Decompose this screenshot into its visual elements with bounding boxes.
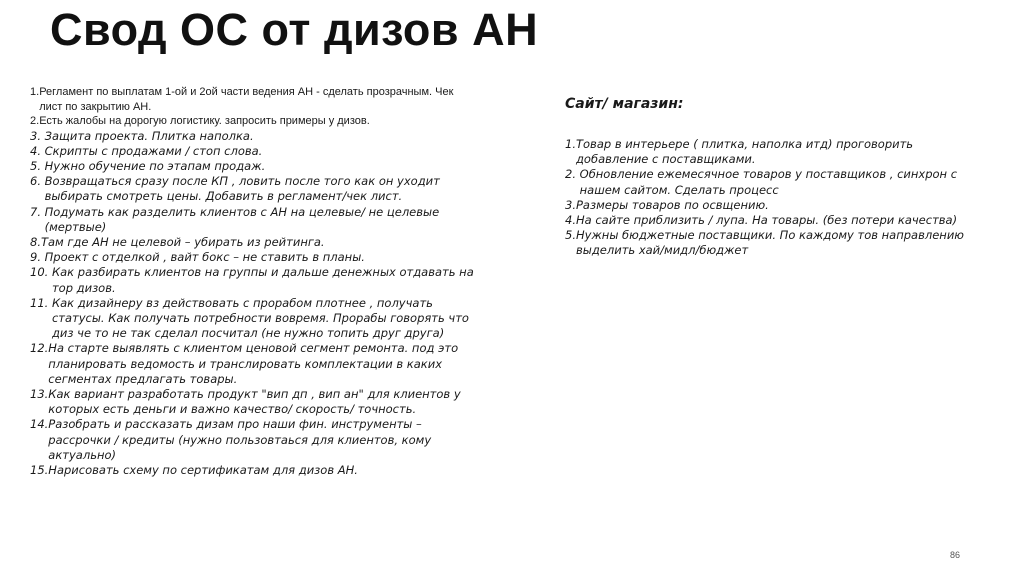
item-text: Есть жалобы на дорогую логистику. запросить примеры у дизов. [39,115,370,127]
item-number: 14. [30,417,49,432]
item-text: Товар в интерьере ( плитка, наполка итд) проговорить добавление с поставщиками. [575,137,914,167]
list-item [565,167,975,197]
item-number: 10. [30,265,52,280]
list-item [30,265,475,295]
item-number: 2. [565,167,580,182]
list-item [30,417,475,463]
item-text: Как дизайнеру вз действовать с прорабом плотнее , получать статусы. Как получать потребности вовремя. Прорабы говорять что диз че то не так сделал посчитал (не нужно топить друг друга) [51,295,469,341]
item-number: 3. [30,128,45,143]
item-number: 7. [30,204,45,219]
item-text: Как разбирать клиентов на группы и дальше денежных отдавать на тор дизов. [51,265,474,295]
item-number: 1. [30,86,40,98]
item-text: Скрипты с продажами / стоп слова. [44,143,263,158]
list-item [565,137,975,167]
item-text: Нужны бюджетные поставщики. По каждому тов направлению выделить хай/мидл/бюджет [575,228,964,258]
item-number: 15. [30,462,49,477]
item-number: 12. [30,341,49,356]
list-item [30,296,475,342]
item-text: Защита проекта. Плитка наполка. [44,128,254,143]
item-number: 1. [565,137,576,151]
list-item [30,341,475,387]
list-item [565,213,975,228]
item-number: 9. [30,250,45,265]
item-number: 6. [30,174,45,189]
item-text: На старте выявлять с клиентом ценовой сегмент ремонта. под это планировать ведомость и транслировать комплектации в каких сегментах предлагать товары. [48,341,459,386]
site-store-list [565,137,975,259]
list-item [30,205,475,235]
item-text: Обновление ежемесячное товаров у поставщиков , синхрон с нашем сайтом. Сделать процесс [579,167,958,197]
item-number: 4. [30,143,45,158]
item-number: 8. [30,234,41,249]
list-item [30,159,475,174]
item-text: Регламент по выплатам 1-ой и 2ой части ведения АН - сделать прозрачным. Чек лист по закрытию АН. [39,86,454,113]
item-text: Нарисовать схему по сертификатам для дизов АН. [48,462,358,477]
list-item [30,129,475,144]
list-item [30,235,475,250]
list-item [30,85,475,114]
list-item [30,144,475,159]
item-text: Подумать как разделить клиентов с АН на целевые/ не целевые (мертвые) [44,204,440,234]
item-text: Размеры товаров по освщению. [575,197,769,212]
feedback-list [30,85,475,478]
section-heading: Сайт/ магазин: [565,96,684,112]
list-item [30,463,475,478]
list-item [30,250,475,265]
item-number: 3. [565,197,576,212]
item-number: 4. [565,213,576,228]
item-number: 11. [30,295,52,310]
site-store-section [565,95,975,259]
item-text: Как вариант разработать продукт "вип дп , вип ан" для клиентов у которых есть деньги и важно качество/ скорость/ точность. [48,386,461,417]
item-number: 2. [30,115,40,127]
item-text: Там где АН не целевой – убирать из рейтинга. [40,234,325,249]
item-text: Проект с отделкой , вайт бокс – не ставить в планы. [44,250,365,265]
list-item [30,174,475,204]
item-number: 13. [30,386,49,401]
list-item [565,228,975,258]
page-number: 86 [949,550,960,560]
item-number: 5. [565,228,576,243]
list-item [30,387,475,417]
item-number: 5. [30,158,45,173]
item-text: Нужно обучение по этапам продаж. [44,158,266,173]
list-item [565,198,975,213]
list-item [30,114,475,129]
item-text: Возвращаться сразу после КП , ловить после того как он уходит выбирать смотреть цены. Добавить в регламент/чек лист. [44,174,440,204]
slide-title: Свод ОС от дизов АН [50,4,539,55]
item-text: Разобрать и рассказать дизам про наши фин. инструменты – рассрочки / кредиты (нужно пользовтаься для клиентов, кому актуально) [48,417,432,462]
item-text: На сайте приблизить / лупа. На товары. (без потери качества) [575,213,958,228]
